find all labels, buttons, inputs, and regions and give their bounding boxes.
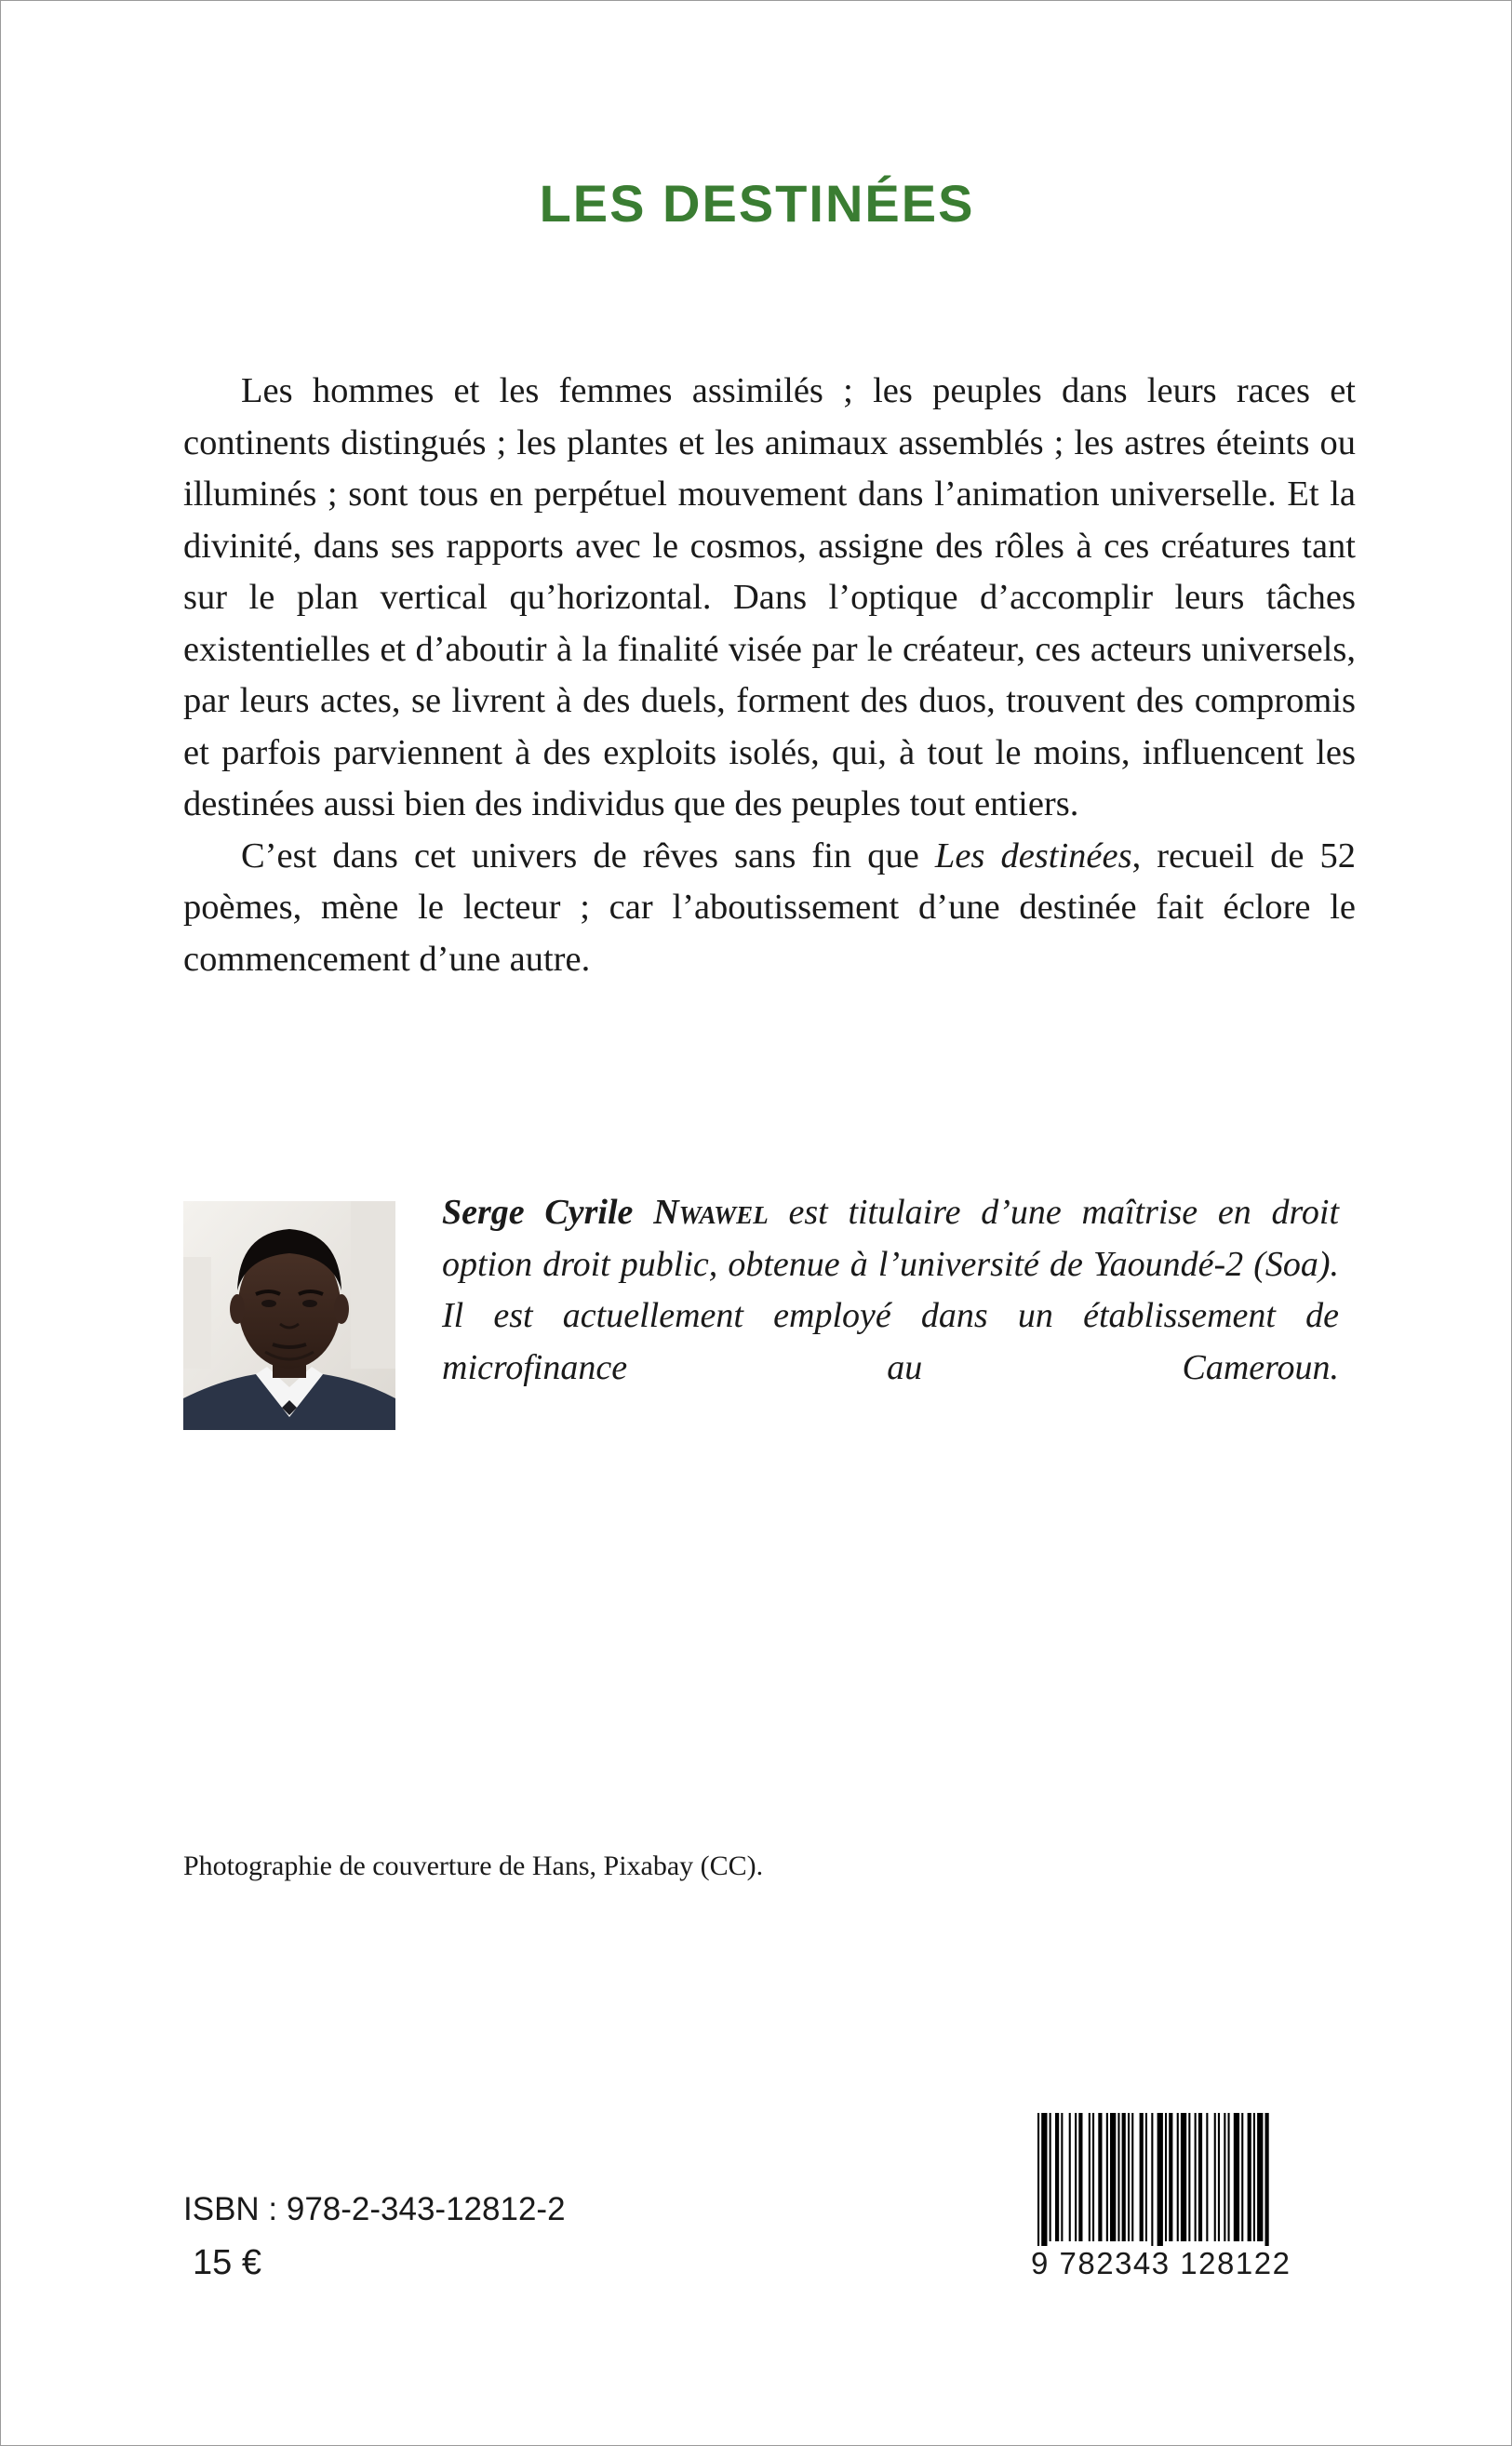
barcode-bar bbox=[1151, 2113, 1153, 2252]
photo-credit: Photographie de couverture de Hans, Pixabay (CC). bbox=[183, 1851, 764, 1881]
barcode-number: 9 782343 128122 bbox=[1031, 2246, 1291, 2280]
barcode-bars bbox=[1034, 2113, 1350, 2252]
summary-paragraph-2-start: C’est dans cet univers de rêves sans fin que bbox=[241, 835, 935, 875]
barcode-bar bbox=[1092, 2113, 1094, 2241]
barcode-bar bbox=[1157, 2113, 1163, 2252]
author-biography bbox=[442, 1187, 1339, 1394]
barcode-bar bbox=[1188, 2113, 1190, 2241]
barcode-bar bbox=[1078, 2113, 1082, 2241]
barcode-bar bbox=[1228, 2113, 1230, 2241]
barcode-bar bbox=[1253, 2113, 1255, 2241]
barcode-bar bbox=[1055, 2113, 1059, 2241]
barcode-bar bbox=[1218, 2113, 1220, 2241]
barcode-bar bbox=[1106, 2113, 1108, 2241]
barcode-bar bbox=[1248, 2113, 1251, 2241]
barcode-bar bbox=[1128, 2113, 1130, 2241]
author-first-names: Serge Cyrile bbox=[442, 1193, 654, 1232]
barcode-bar bbox=[1037, 2113, 1039, 2252]
book-title: LES DESTINÉES bbox=[539, 174, 975, 233]
barcode-bar bbox=[1214, 2113, 1216, 2241]
author-surname-initial: N bbox=[653, 1193, 679, 1232]
author-name bbox=[442, 1193, 769, 1232]
barcode-bar bbox=[1075, 2113, 1077, 2241]
summary-paragraph-1: Les hommes et les femmes assimilés ; les peuples dans leurs races et continents distingués ; les plantes et les animaux assemblés ; les astres éteints ou illuminés ; sont tous en perpétuel mouvement dans l’animation universelle. Et la divinité, dans ses rapports avec le cosmos, assigne des rôles à ces créatures tant sur le plan vertical qu’horizontal. Dans l’optique d’accomplir leurs tâches existentielles et d’aboutir à la finalité visée par le créateur, ces acteurs universels, par leurs actes, se livrent à des duels, forment des duos, trouvent des compromis et parfois parviennent à des exploits isolés, qui, à tout le moins, influencent les destinées aussi bien des individus que des peuples tout entiers. bbox=[183, 371, 1356, 823]
barcode-bar bbox=[1257, 2113, 1263, 2241]
barcode-bar bbox=[1089, 2113, 1091, 2241]
summary-paragraph-2 bbox=[183, 831, 1356, 986]
summary-paragraph-2-end: , recueil de 52 poèmes, mène le lecteur ; car l’aboutissement d’une destinée fait éclore le commencement d’une autre. bbox=[183, 835, 1356, 979]
barcode-bar bbox=[1145, 2113, 1147, 2241]
barcode-bar bbox=[1234, 2113, 1239, 2241]
barcode-bar bbox=[1069, 2113, 1071, 2241]
barcode-bar bbox=[1206, 2113, 1208, 2241]
barcode-bar bbox=[1122, 2113, 1126, 2241]
barcode-bar bbox=[1195, 2113, 1197, 2241]
barcode-bar bbox=[1110, 2113, 1116, 2241]
barcode-bar bbox=[1181, 2113, 1186, 2241]
author-surname-rest: wawel bbox=[678, 1193, 769, 1232]
barcode-bar bbox=[1061, 2113, 1063, 2241]
barcode-bar bbox=[1169, 2113, 1172, 2241]
isbn: ISBN : 978-2-343-12812-2 bbox=[183, 2191, 566, 2227]
barcode-bar bbox=[1131, 2113, 1133, 2241]
barcode-bar bbox=[1165, 2113, 1167, 2241]
barcode-bar bbox=[1198, 2113, 1202, 2241]
barcode-digits bbox=[1029, 2246, 1350, 2281]
barcode-bar bbox=[1177, 2113, 1179, 2241]
barcode-bar bbox=[1265, 2113, 1269, 2252]
price: 15 € bbox=[193, 2243, 261, 2282]
barcode-bar bbox=[1117, 2113, 1119, 2241]
summary-book-title: Les destinées bbox=[934, 835, 1132, 875]
barcode-bar bbox=[1140, 2113, 1144, 2241]
barcode-bar bbox=[1041, 2113, 1047, 2252]
author-bio-text: est titulaire d’une maîtrise en droit option droit public, obtenue à l’université de Yaoundé-2 (Soa). Il est actuellement employé dans un établissement de microfinance au Cameroun. bbox=[442, 1193, 1339, 1387]
barcode-bar bbox=[1050, 2113, 1051, 2241]
barcode-bar bbox=[1098, 2113, 1102, 2241]
barcode-bar bbox=[1241, 2113, 1243, 2241]
book-summary bbox=[183, 366, 1356, 985]
barcode-bar bbox=[1224, 2113, 1225, 2241]
author-portrait-illustration bbox=[183, 1201, 395, 1430]
author-photo bbox=[183, 1201, 395, 1430]
